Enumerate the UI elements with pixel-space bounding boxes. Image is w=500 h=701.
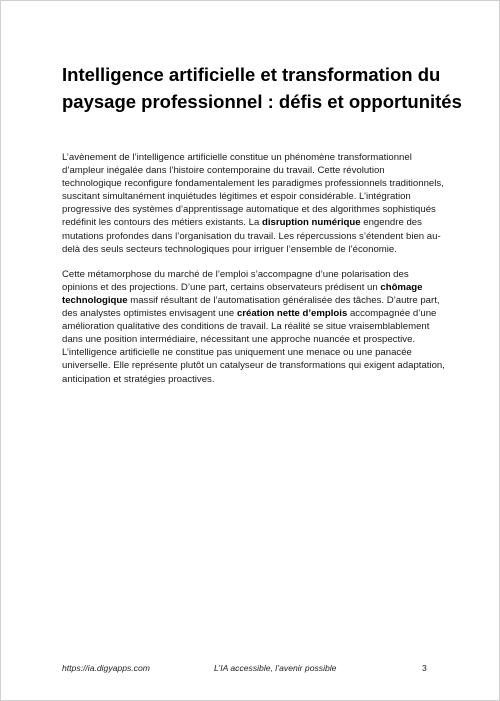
bold-term-chomage-technologique: chômage technologique	[62, 281, 423, 306]
footer-tagline: L’IA accessible, l’avenir possible	[214, 663, 337, 673]
paragraph-text: massif résultant de l’automatisation généralisée des tâches. D’autre part, des analystes optimistes envisagent une	[62, 294, 440, 320]
footer-page-number: 3	[422, 663, 427, 673]
paragraph-text: L’avènement de l’intelligence artificielle constitue un phénomène transformationnel d’ampleur inégalée dans l’histoire contemporaine du travail. Cette révolution technologique reconfigure fondamentalement les paradigmes professionnels traditionnels, suscitant simultanément inquiétudes légitimes et espoir considérable. L’intégration progressive des systèmes d’apprentissage automatique et des algorithmes sophistiqués redéfinit les contours des métiers existants. La	[62, 152, 444, 229]
paragraph-text: Cette métamorphose du marché de l’emploi s’accompagne d’une polarisation des opinions et des projections. D’une part, certains observateurs prédisent un	[62, 268, 409, 293]
document-title: Intelligence artificielle et transformation du paysage professionnel : défis et opportunités	[62, 64, 462, 112]
paragraph-text: engendre des mutations profondes dans l’organisation du travail. Les répercussions s’étendent bien au-delà des seuls secteurs technologiques pour irriguer l’ensemble de l’économie.	[62, 217, 441, 255]
bold-term-creation-nette-emplois: création nette d’emplois	[236, 308, 348, 320]
paragraph-text: accompagnée d’une amélioration qualitative des conditions de travail. La réalité se situe vraisemblablement dans une position intermédiaire, nécessitant une approche nuancée et prospective. L’intelligence artificielle ne constitue pas uniquement une menace ou une panacée universelle. Elle représente plutôt un catalyseur de transformations qui exigent adaptation, anticipation et stratégies proactives.	[62, 308, 445, 385]
paragraph-1	[62, 151, 447, 256]
document-body	[62, 151, 447, 398]
paragraph-2	[62, 268, 447, 386]
footer-url: https://ia.digyapps.com	[62, 663, 150, 673]
bold-term-disruption-numerique: disruption numérique	[261, 217, 361, 229]
